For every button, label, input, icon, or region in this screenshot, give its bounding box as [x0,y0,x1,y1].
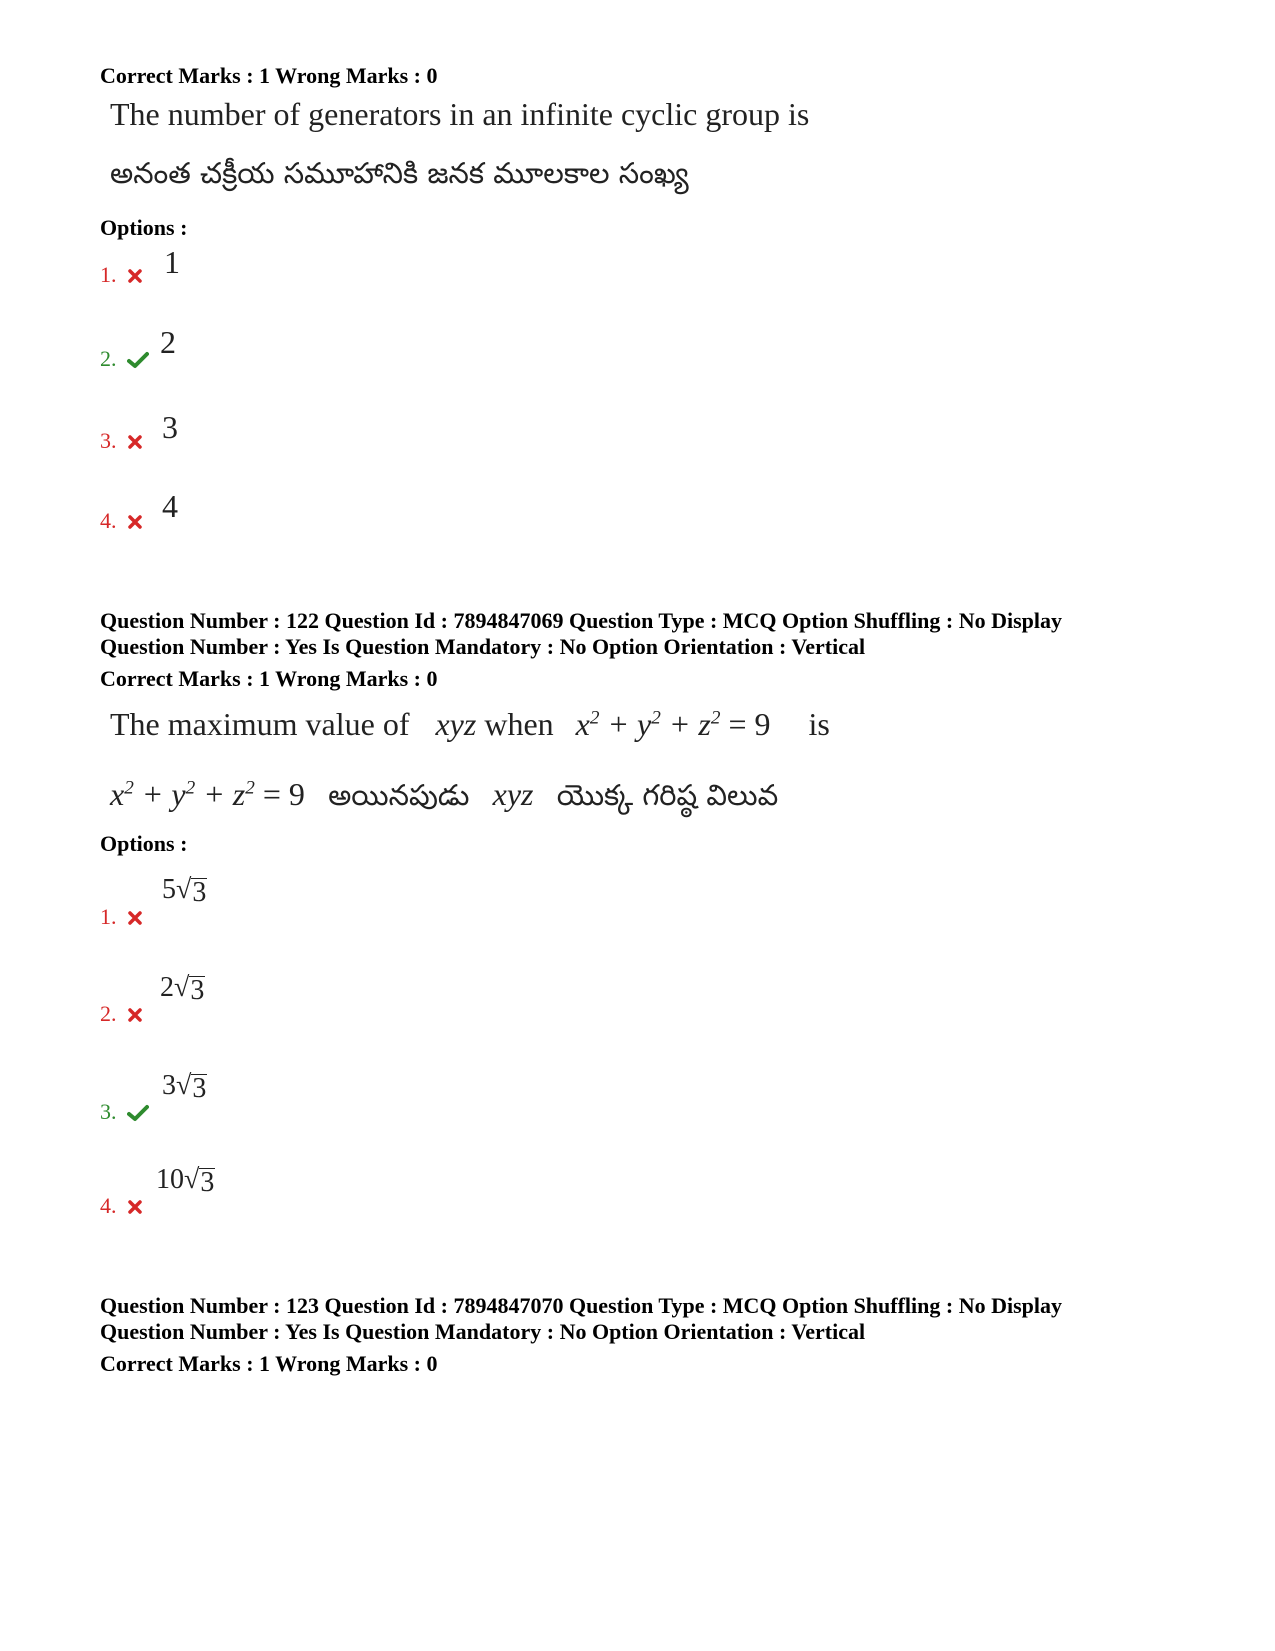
q122-option-4-value: 10 √ 3 [156,1164,215,1198]
q122-option-1 [100,904,143,931]
q121-options-label: Options : [100,215,188,240]
equation: $x^2 + y^2 + z^2 = 9$ [575,706,771,742]
cross-icon [127,514,143,535]
check-icon [127,1104,149,1127]
text-prefix: The maximum value of [110,706,410,742]
q121-option-4 [100,508,143,535]
cross-icon [127,268,143,289]
cross-icon [127,1199,143,1220]
q123-header-line1: Question Number : 123 Question Id : 7894847070 Question Type : MCQ Option Shuffling : No Display [100,1293,1063,1318]
option-number: 1. [100,904,117,929]
q121-option-4-value: 4 [162,488,178,524]
option-number: 3. [100,1099,117,1124]
q123-marks: Correct Marks : 1 Wrong Marks : 0 [100,1351,438,1376]
q122-option-2-value: 2 √ 3 [160,972,205,1006]
q122-option-4 [100,1193,143,1220]
q121-option-1 [100,262,143,289]
q122-header-line2: Question Number : Yes Is Question Mandatory : No Option Orientation : Vertical [100,634,866,659]
option-number: 1. [100,262,117,287]
q121-option-3 [100,428,143,455]
q122-option-2 [100,1001,143,1028]
q122-options-label: Options : [100,831,188,856]
q122-option-3 [100,1099,149,1127]
math-variable: xyz [435,706,477,742]
equation: $x^2 + y^2 + z^2 = 9$ [110,776,305,812]
q122-question-text-english [110,706,830,743]
q121-option-1-value: 1 [164,244,180,280]
option-number: 3. [100,428,117,453]
q121-option-2-value: 2 [160,324,176,360]
option-number: 4. [100,1193,117,1218]
text-suffix: is [808,706,830,742]
text-mid: when [484,706,554,742]
q122-marks: Correct Marks : 1 Wrong Marks : 0 [100,666,438,691]
q121-option-2 [100,346,149,374]
q121-marks: Correct Marks : 1 Wrong Marks : 0 [100,63,438,88]
option-number: 2. [100,346,117,371]
option-number: 2. [100,1001,117,1026]
q121-question-text-telugu: అనంత చక్రీయ సమూహానికి జనక మూలకాల సంఖ్య [110,156,689,190]
math-variable: xyz [492,776,534,812]
cross-icon [127,434,143,455]
q122-option-3-value: 3 √ 3 [162,1070,207,1104]
q123-header-line2: Question Number : Yes Is Question Mandatory : No Option Orientation : Vertical [100,1319,866,1344]
option-number: 4. [100,508,117,533]
telugu-text-suffix: యొక్క గరిష్ఠ విలువ [556,778,779,812]
cross-icon [127,1007,143,1028]
q121-question-text-english: The number of generators in an infinite cyclic group is [110,96,810,132]
check-icon [127,351,149,374]
q122-question-text-telugu [110,776,778,820]
q121-option-3-value: 3 [162,409,178,445]
q122-option-1-value: 5 √ 3 [162,874,207,908]
telugu-text: అయినపుడు [328,778,470,812]
cross-icon [127,910,143,931]
q122-header-line1: Question Number : 122 Question Id : 7894847069 Question Type : MCQ Option Shuffling : No Display [100,608,1063,633]
